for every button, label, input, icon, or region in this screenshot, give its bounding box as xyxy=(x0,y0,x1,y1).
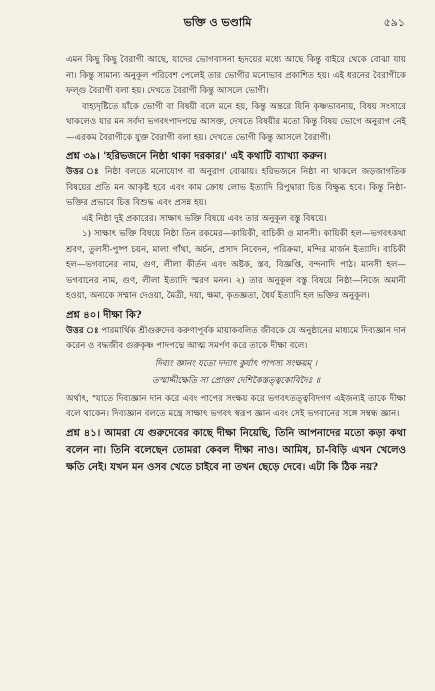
answer-39-paragraph-a: এই নিষ্ঠা দুই প্রকারের। সাক্ষাৎ ভক্তি বিষয়ে এবং তার অনুকূল বস্তু বিষয়ে। xyxy=(82,213,327,224)
page-body xyxy=(66,53,406,476)
verse-line-2: তস্মাদ্দীক্ষেতি সা প্রোক্তা দেশিকৈস্তত্ত্বকোবিদৈঃ ॥ xyxy=(152,376,320,386)
verse-meaning: অর্থাৎ, "যাতে দিব্যজ্ঞান দান করে এবং পাপের সংক্ষয় করে ভগবৎতত্ত্ববিদগণ এইজন্যই তাকে দীক্ষা বলে থাকেন। দিব্যজ্ঞান বলতে মন্ত্রে সাক্ষাৎ ভগবৎ স্বরূপ জ্ঞান এবং সেই ভগবানের সঙ্গে সম্বন্ধ জ্ঞান। xyxy=(66,393,406,419)
page-number: ৫৯১ xyxy=(383,16,405,29)
answer-39-text: নিষ্ঠা বলতে মনোযোগ বা অনুরাগ বোঝায়। হরিভজনে নিষ্ঠা না থাকলে জড়জাগতিক বিষয়ের প্রতি মন আকৃষ্ট হবে এবং কাম ক্রোধ লোভ ইত্যাদি রিপুদ্বারা চিত্ত বিক্ষুব্ধ হবে। কিন্তু নিষ্ঠা-ভক্তির প্রভাবে চিত্ত বিশুদ্ধ এবং প্রসন্ন হয়। xyxy=(66,167,407,208)
answer-39 xyxy=(66,165,406,212)
question-41: প্রশ্ন ৪১। আমরা যে গুরুদেবের কাছে দীক্ষা নিয়েছি, তিনি আপনাদের মতো কড়া কথা বলেন না। তিনি বলেছেন তোমরা কেবল দীক্ষা নাও। আমিষ, চা-বিড়ি এখন খেলেও ক্ষতি নেই। যখন মন ওসব খেতে চাইবে না তখন ছেড়ে দেবে। এটা কি ঠিক নয়? xyxy=(66,427,406,473)
answer-label: উত্তর ঃ xyxy=(66,325,99,336)
running-header: ভক্তি ও ভণ্ডামি xyxy=(183,16,252,29)
paragraph-phalgu-vairagi: এমন কিছু কিছু বৈরাগী আছে, যাদের ভোগবাসনা হৃদয়ের মধ্যে আছে কিন্তু বাইরে থেকে বোঝা যায় না। কিন্তু সামান্য অনুকূল পরিবেশ পেলেই তার ভোগীর মনোভাব প্রকাশিত হয়। এই ধরনের বৈরাগীকে ফল্গু বৈরাগী বলা হয়। দেখতে বৈরাগী কিন্তু আসলে ভোগী। xyxy=(66,55,406,96)
question-40: প্রশ্ন ৪০। দীক্ষা কি? xyxy=(66,309,142,321)
question-39: প্রশ্ন ৩৯। 'হরিভজনে নিষ্ঠা থাকা দরকার।' এই কথাটি ব্যাখ্যা করুন। xyxy=(66,151,327,162)
answer-label: উত্তর ঃ xyxy=(66,167,101,177)
paragraph-yukta-vairagi: বাহ্যদৃষ্টিতে যাঁকে ভোগী বা বিষয়ী বলে মনে হয়, কিন্তু অন্তরে যিনি কৃষ্ণভাবনায়, বিষয় সংসারে থাকলেও যার মন সর্বদা ভগবৎপাদপদ্মে আসক্ত, দেখতে বিষয়ীর মতো কিন্তু বিষয় ভোগে অনুরাগ নেই—এরকম বৈরাগীকে যুক্ত বৈরাগী বলা হয়। দেখতে ভোগী কিন্তু আসলে বৈরাগী। xyxy=(66,101,406,143)
verse-line-1: দিব্যং জ্ঞানং যতো দদ্যাৎ কুর্যাৎ পাপস্য সংক্ষয়ম্ । xyxy=(154,358,318,369)
answer-39-paragraph-b: ১) সাক্ষাৎ ভক্তি বিষয়ে নিষ্ঠা তিন রকমের—কায়িকী, বাচিকী ও মানসী। কায়িকী হল—ভগবৎকথা শ্রবণ, তুলসী-পুষ্প চয়ন, মালা গাঁথা, অর্চন, প্রসাদ নিবেদন, পরিক্রমা, মন্দির মার্জন ইত্যাদি। বাচিকী হল—ভগবানের নাম, গুণ, লীলা কীর্তন এবং অষ্টক, স্তব, বিজ্ঞপ্তি, বন্দনাদি পাঠ। মানসী হল—ভগবানের নাম, গুণ, লীলা ইত্যাদি স্মরণ মনন। ২) তার অনুকূল বস্তু বিষয়ে নিষ্ঠা—নিজে অমানী হওয়া, অন্যকে সম্মান দেওয়া, মৈত্রী, দয়া, ক্ষমা, কৃতজ্ঞতা, ধৈর্য ইত্যাদি হল ভক্তির অনুকূল। xyxy=(66,229,406,301)
answer-40 xyxy=(66,324,406,355)
answer-40-text: পারমার্থিক শ্রীগুরুদেব করুণাপূর্বক মায়াকবলিত জীবকে যে অনুষ্ঠানের মাধ্যমে দিব্যজ্ঞান দান করেন ও বদ্ধজীব গুরুকৃষ্ণ পাদপদ্মে আত্ম সমর্পণ করে তাকে দীক্ষা বলে। xyxy=(66,325,406,351)
